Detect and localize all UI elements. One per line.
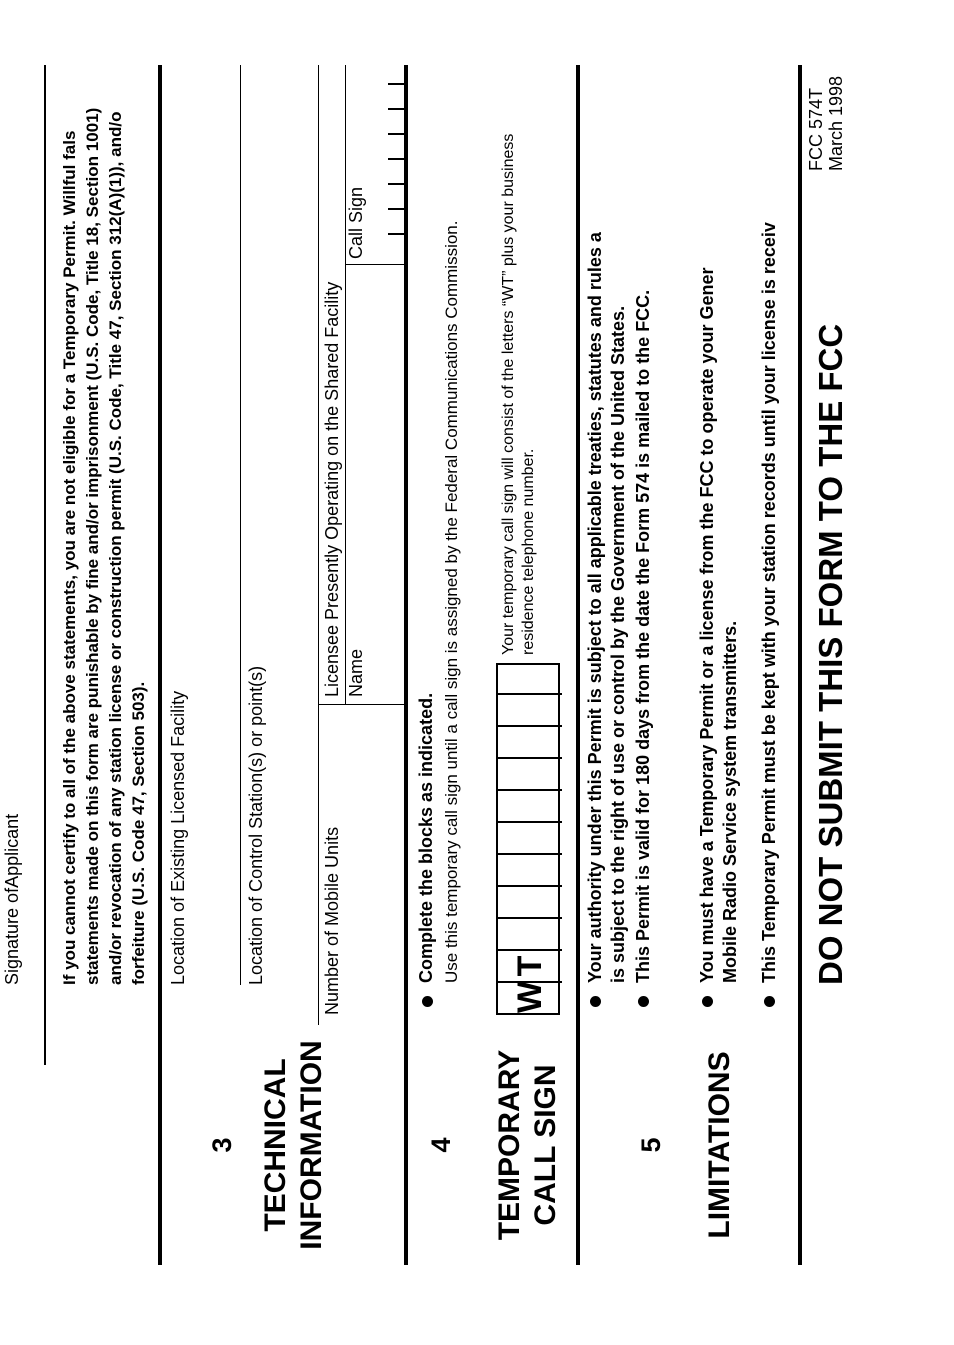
existing-facility-field[interactable] xyxy=(240,65,241,985)
callsign-box[interactable] xyxy=(498,661,562,693)
warning-line: If you cannot certify to all of the above statements, you are not eligible for a Temporary Permit. Willful fals xyxy=(60,130,79,985)
callsign-box[interactable] xyxy=(498,885,562,917)
bullet-icon xyxy=(590,996,601,1007)
callsign-box[interactable] xyxy=(498,853,562,885)
warning-line: and/or revocation of any station license or construction permit (U.S. Code, Title 47, Section 312(A)(1)), and/o xyxy=(106,111,125,985)
limitation-item xyxy=(632,290,655,983)
footer-top-rule xyxy=(798,65,802,1265)
limitation-text: This Temporary Permit must be kept with your station records until your license is receiv xyxy=(759,222,779,983)
section4-number: 4 xyxy=(426,1137,456,1153)
section3-title-line2: INFORMATION xyxy=(295,1040,328,1250)
callsign-note-line1: Your temporary call sign will consist of the letters “WT” plus your business xyxy=(500,133,517,655)
limitation-text: is subject to the right of use or control by the Government of the United States. xyxy=(608,305,628,983)
callsign-box[interactable] xyxy=(498,693,562,725)
form-number: FCC 574T xyxy=(806,87,826,171)
bullet-icon xyxy=(702,996,713,1007)
section5-top-rule xyxy=(576,65,580,1265)
callsign-box: W xyxy=(498,981,562,1013)
warning-line: forfeiture (U.S. Code 47, Section 503). xyxy=(129,681,148,985)
limitation-item xyxy=(758,222,781,983)
section3-title-line1: TECHNICAL xyxy=(259,1058,292,1232)
limitation-text: You must have a Temporary Permit or a license from the FCC to operate your Gener xyxy=(697,267,717,983)
temporary-callsign-boxes[interactable] xyxy=(496,663,560,1015)
section3-top-rule xyxy=(158,65,162,1265)
limitation-text: Your authority under this Permit is subject to all applicable treaties, statutes and rules a xyxy=(585,232,605,983)
callsign-box[interactable] xyxy=(498,789,562,821)
signature-label: Signature ofApplicant xyxy=(2,813,22,985)
callsign-box[interactable] xyxy=(498,821,562,853)
callsign-box[interactable] xyxy=(498,725,562,757)
control-station-field[interactable] xyxy=(318,65,319,1025)
licensee-header: Licensee Presently Operating on the Shared Facility xyxy=(322,281,342,697)
section5-number: 5 xyxy=(636,1137,666,1153)
section4-top-rule xyxy=(404,65,408,1265)
bullet-icon xyxy=(422,996,433,1007)
mobile-units-divider xyxy=(318,704,406,705)
warning-line: statements made on this form are punishable by fine and/or imprisonment (U.S. Code, Title 18, Section 1001) xyxy=(83,107,102,985)
limitation-item xyxy=(696,267,742,983)
section4-title-line2: CALL SIGN xyxy=(529,1064,562,1226)
warning-paragraph xyxy=(58,108,150,985)
do-not-submit-notice: DO NOT SUBMIT THIS FORM TO THE FCC xyxy=(812,323,849,985)
section4-use-note: Use this temporary call sign until a call sign is assigned by the Federal Communications Commission. xyxy=(442,220,461,983)
licensee-callsign-label: Call Sign xyxy=(346,186,366,259)
section3-number: 3 xyxy=(207,1137,237,1153)
mobile-units-label: Number of Mobile Units xyxy=(322,826,342,1015)
section5-title: LIMITATIONS xyxy=(703,1051,736,1239)
form-date: March 1998 xyxy=(826,75,846,171)
bullet-icon xyxy=(638,996,649,1007)
section4-instruction xyxy=(416,693,437,983)
limitation-item xyxy=(584,232,630,983)
licensee-header-rule xyxy=(345,65,346,705)
licensee-name-label: Name xyxy=(346,648,366,697)
signature-divider xyxy=(44,65,46,1065)
section4-instruction-text: Complete the blocks as indicated. xyxy=(416,692,436,983)
name-callsign-divider xyxy=(345,264,406,265)
section4-title-line1: TEMPORARY xyxy=(493,1049,526,1241)
control-station-label: Location of Control Station(s) or point(s) xyxy=(246,665,266,985)
callsign-box[interactable] xyxy=(498,757,562,789)
callsign-box: T xyxy=(498,949,562,981)
section3-title xyxy=(258,1025,330,1265)
existing-facility-label: Location of Existing Licensed Facility xyxy=(168,690,188,985)
section4-title xyxy=(492,1025,564,1265)
callsign-note-line2: residence telephone number. xyxy=(520,448,537,655)
limitation-text: This Permit is valid for 180 days from the date the Form 574 is mailed to the FCC. xyxy=(633,289,653,983)
callsign-box[interactable] xyxy=(498,917,562,949)
bullet-icon xyxy=(764,996,775,1007)
limitation-text: Mobile Radio Service system transmitters. xyxy=(720,620,740,983)
